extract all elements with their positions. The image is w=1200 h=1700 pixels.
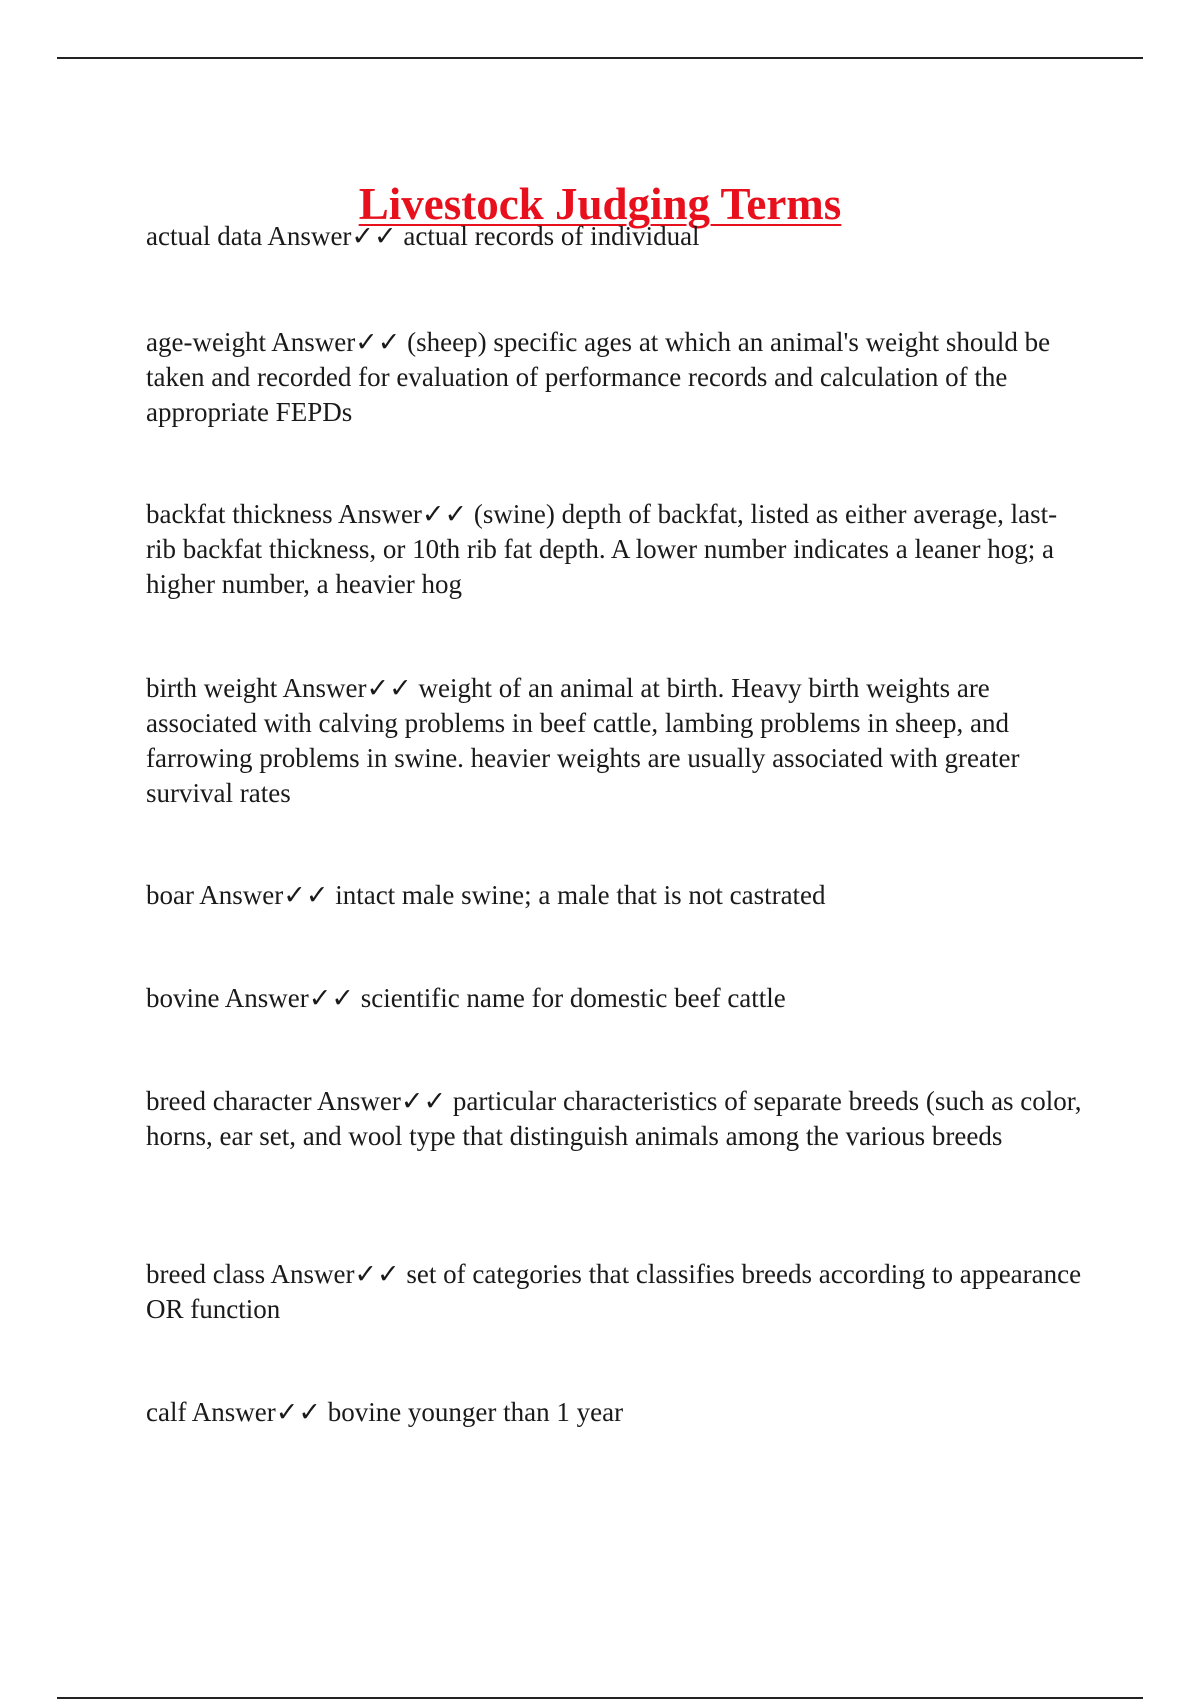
bottom-rule [57,1697,1143,1699]
term-breed-character: breed character Answer✓✓ particular characteristics of separate breeds (such as color, horns, ear set, and wool type that distinguish animals among the various breeds [146,1086,1082,1151]
top-rule [57,57,1143,59]
term-actual-data: actual data Answer✓✓ actual records of individual [146,221,700,251]
term-backfat-thickness: backfat thickness Answer✓✓ (swine) depth of backfat, listed as either average, last-rib backfat thickness, or 10th rib fat depth. A lower number indicates a leaner hog; a higher number, a heavier hog [146,499,1058,599]
term-boar: boar Answer✓✓ intact male swine; a male that is not castrated [146,880,826,910]
term-breed-class: breed class Answer✓✓ set of categories that classifies breeds according to appearance OR function [146,1259,1082,1324]
term-birth-weight: birth weight Answer✓✓ weight of an animal at birth. Heavy birth weights are associated with calving problems in beef cattle, lambing problems in sheep, and farrowing problems in swine. heavier weights are usually associated with greater survival rates [146,673,1020,808]
term-calf: calf Answer✓✓ bovine younger than 1 year [146,1397,624,1427]
term-bovine: bovine Answer✓✓ scientific name for domestic beef cattle [146,983,786,1013]
document-title: Livestock Judging Terms [358,179,842,230]
term-age-weight: age-weight Answer✓✓ (sheep) specific ages at which an animal's weight should be taken and recorded for evaluation of performance records and calculation of the appropriate FEPDs [146,327,1051,427]
